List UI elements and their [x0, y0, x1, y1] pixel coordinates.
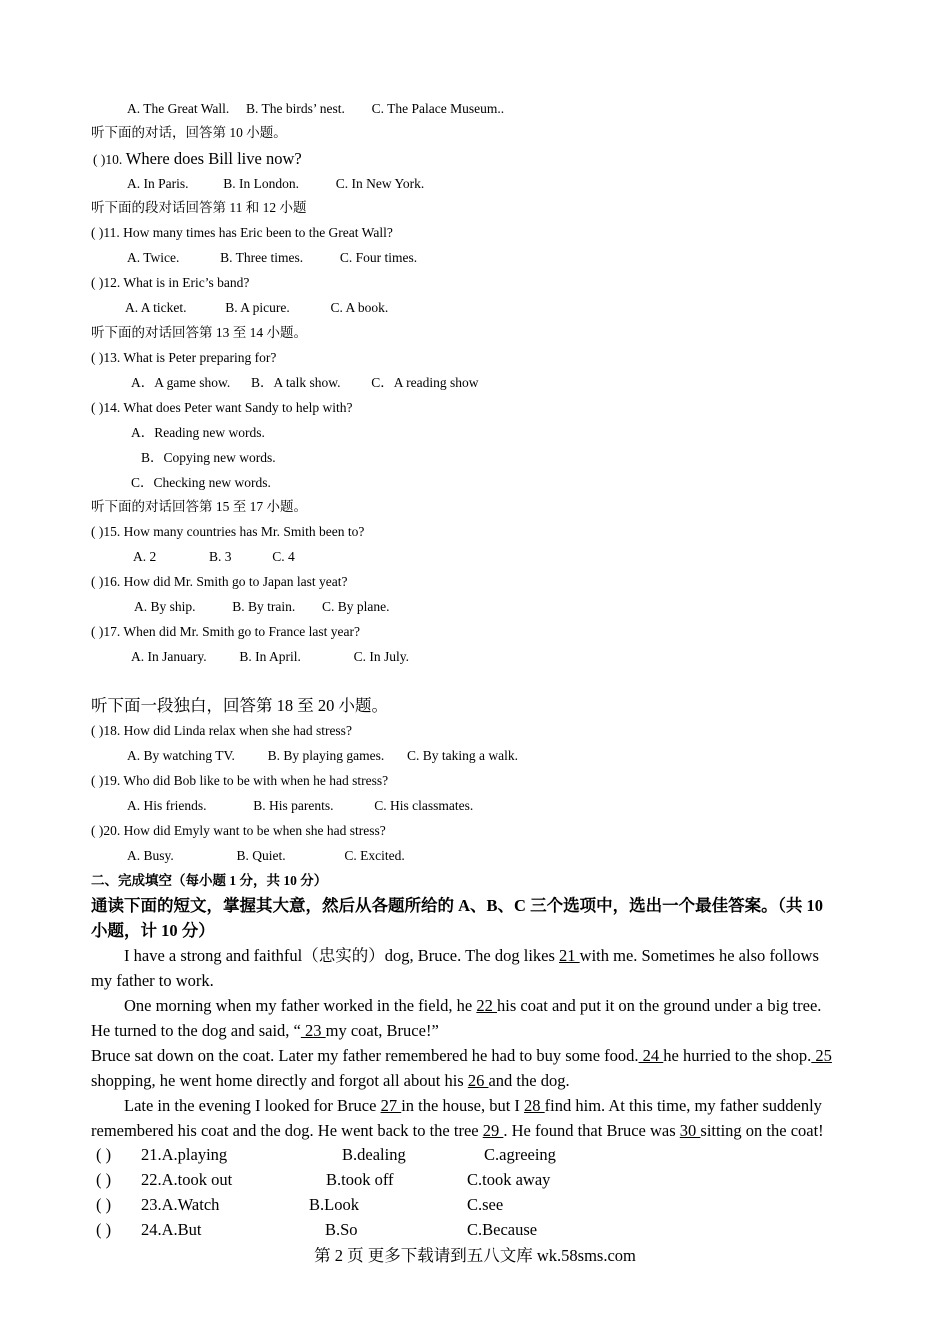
blank-28: 28	[524, 1096, 545, 1115]
instruction-q10: 听下面的对话，回答第 10 小题。	[91, 125, 287, 140]
q13-option-c: C．A reading show	[371, 375, 479, 390]
q16-options	[134, 598, 390, 616]
passage-text: and the dog.	[488, 1071, 570, 1090]
q9-options	[127, 100, 504, 118]
q18-option-b: B. By playing games.	[267, 748, 385, 763]
passage-text: remembered his coat and the dog. He went back to the tree	[91, 1121, 483, 1140]
q18-options	[127, 747, 518, 765]
question-10	[93, 149, 302, 170]
q15-option-c: C. 4	[272, 549, 295, 564]
q24-option-a: 24.A.But	[141, 1220, 202, 1239]
q20-option-b: B. Quiet.	[236, 848, 286, 863]
instruction-q15-17: 听下面的对话回答第 15 至 17 小题。	[91, 499, 307, 514]
q10-text: Where does Bill live now?	[125, 149, 302, 168]
passage-line-8	[91, 1121, 824, 1141]
q21-paren: ( )	[96, 1145, 112, 1164]
question-13: ( )13. What is Peter preparing for?	[91, 350, 277, 365]
q15-option-b: B. 3	[209, 549, 232, 564]
blank-30: 30	[679, 1121, 701, 1140]
q24-option-b: B.So	[325, 1220, 358, 1239]
passage-text: find him. At this time, my father suddenly	[544, 1096, 822, 1115]
q18-option-c: C. By taking a walk.	[407, 748, 518, 763]
q15-option-a: A. 2	[133, 549, 157, 564]
question-17: ( )17. When did Mr. Smith go to France last year?	[91, 624, 360, 639]
q10-paren: ( )10.	[93, 152, 123, 167]
q21-option-b: B.dealing	[342, 1145, 406, 1164]
q19-option-a: A. His friends.	[127, 798, 207, 813]
page-footer: 第 2 页 更多下载请到五八文库 wk.58sms.com	[314, 1246, 636, 1265]
passage-text: Bruce sat down on the coat. Later my father remembered he had to buy some food.	[91, 1046, 639, 1065]
q17-options	[131, 648, 409, 666]
q14-option-a: A．Reading new words.	[131, 425, 265, 440]
question-16: ( )16. How did Mr. Smith go to Japan last yeat?	[91, 574, 348, 589]
question-15: ( )15. How many countries has Mr. Smith been to?	[91, 524, 365, 539]
q12-option-c: C. A book.	[330, 300, 389, 315]
q17-option-b: B. In April.	[239, 649, 301, 664]
q12-options	[125, 299, 388, 317]
blank-23: 23	[300, 1021, 326, 1040]
q15-options	[133, 548, 295, 566]
q19-option-b: B. His parents.	[253, 798, 334, 813]
q12-option-a: A. A ticket.	[125, 300, 187, 315]
q17-option-a: A. In January.	[131, 649, 207, 664]
q9-option-a: A. The Great Wall.	[127, 101, 230, 116]
q23-option-b: B.Look	[309, 1195, 359, 1214]
q11-options	[127, 249, 417, 267]
instruction-q11-12: 听下面的段对话回答第 11 和 12 小题	[91, 200, 307, 215]
passage-text: he hurried to the shop.	[663, 1046, 812, 1065]
q22-option-a: 22.A.took out	[141, 1170, 233, 1189]
passage-text: in the house, but I	[401, 1096, 525, 1115]
q21-option-a: 21.A.playing	[141, 1145, 228, 1164]
cloze-section-title: 二、完成填空（每小题 1 分，共 10 分）	[91, 873, 328, 888]
q21-option-c: C.agreeing	[484, 1145, 556, 1164]
question-19: ( )19. Who did Bob like to be with when he had stress?	[91, 773, 389, 788]
passage-line-1	[124, 946, 819, 966]
passage-text: his coat and put it on the ground under a big tree.	[496, 996, 822, 1015]
q16-option-a: A. By ship.	[134, 599, 196, 614]
blank-24: 24	[638, 1046, 664, 1065]
q16-option-b: B. By train.	[232, 599, 296, 614]
q16-option-c: C. By plane.	[322, 599, 390, 614]
q24-option-c: C.Because	[467, 1220, 538, 1239]
passage-line-4	[91, 1021, 439, 1041]
q13-option-b: B．A talk show.	[251, 375, 341, 390]
q19-options	[127, 797, 473, 815]
question-14: ( )14. What does Peter want Sandy to help with?	[91, 400, 353, 415]
q11-option-b: B. Three times.	[220, 250, 304, 265]
instruction-q18-20: 听下面一段独白，回答第 18 至 20 小题。	[91, 696, 388, 715]
q13-option-a: A．A game show.	[131, 375, 231, 390]
q23-option-a: 23.A.Watch	[141, 1195, 220, 1214]
passage-text: Late in the evening I looked for Bruce	[124, 1096, 381, 1115]
q14-option-c: C．Checking new words.	[131, 475, 271, 490]
question-11: ( )11. How many times has Eric been to the Great Wall?	[91, 225, 393, 240]
question-18: ( )18. How did Linda relax when she had stress?	[91, 723, 352, 738]
blank-26: 26	[467, 1071, 489, 1090]
passage-line-5	[91, 1046, 832, 1066]
blank-29: 29	[482, 1121, 504, 1140]
passage-line-3	[124, 996, 821, 1016]
q14-option-b: B．Copying new words.	[141, 450, 276, 465]
instruction-q13-14: 听下面的对话回答第 13 至 14 小题。	[91, 325, 307, 340]
q10-option-b: B. In London.	[223, 176, 299, 191]
passage-text: He turned to the dog and said, “	[91, 1021, 301, 1040]
q23-option-c: C.see	[467, 1195, 504, 1214]
q10-option-c: C. In New York.	[335, 176, 425, 191]
cloze-instruction-line2: 小题，计 10 分）	[91, 921, 215, 940]
blank-25: 25	[811, 1046, 832, 1065]
q19-option-c: C. His classmates.	[374, 798, 474, 813]
q23-paren: ( )	[96, 1195, 112, 1214]
q13-options	[131, 374, 479, 392]
question-12: ( )12. What is in Eric’s band?	[91, 275, 250, 290]
q22-option-b: B.took off	[326, 1170, 394, 1189]
passage-text: sitting on the coat!	[700, 1121, 824, 1140]
passage-line-6	[91, 1071, 570, 1091]
passage-text: One morning when my father worked in the field, he	[124, 996, 477, 1015]
passage-text: I have a strong and faithful（忠实的）dog, Bruce. The dog likes	[124, 946, 560, 965]
q9-option-b: B. The birds’ nest.	[246, 101, 345, 116]
passage-text: shopping, he went home directly and forgot all about his	[91, 1071, 468, 1090]
cloze-instruction-line1: 通读下面的短文，掌握其大意，然后从各题所给的 A、B、C 三个选项中，选出一个最佳答案。（共 10	[91, 896, 823, 915]
q10-option-a: A. In Paris.	[127, 176, 189, 191]
q22-option-c: C.took away	[467, 1170, 551, 1189]
passage-line-7	[124, 1096, 822, 1116]
blank-22: 22	[476, 996, 497, 1015]
q24-paren: ( )	[96, 1220, 112, 1239]
passage-text: my coat, Bruce!”	[325, 1021, 439, 1040]
q11-option-c: C. Four times.	[339, 250, 418, 265]
blank-21: 21	[559, 946, 580, 965]
question-20: ( )20. How did Emyly want to be when she had stress?	[91, 823, 386, 838]
passage-text: with me. Sometimes he also follows	[579, 946, 819, 965]
q20-option-c: C. Excited.	[344, 848, 405, 863]
passage-text: . He found that Bruce was	[503, 1121, 680, 1140]
q10-options	[127, 175, 424, 193]
q20-options	[127, 847, 405, 865]
passage-line-2: my father to work.	[91, 971, 214, 990]
q17-option-c: C. In July.	[353, 649, 410, 664]
q20-option-a: A. Busy.	[127, 848, 174, 863]
q11-option-a: A. Twice.	[127, 250, 180, 265]
blank-27: 27	[380, 1096, 402, 1115]
q12-option-b: B. A picure.	[225, 300, 290, 315]
q18-option-a: A. By watching TV.	[127, 748, 235, 763]
q22-paren: ( )	[96, 1170, 112, 1189]
q9-option-c: C. The Palace Museum..	[371, 101, 505, 116]
